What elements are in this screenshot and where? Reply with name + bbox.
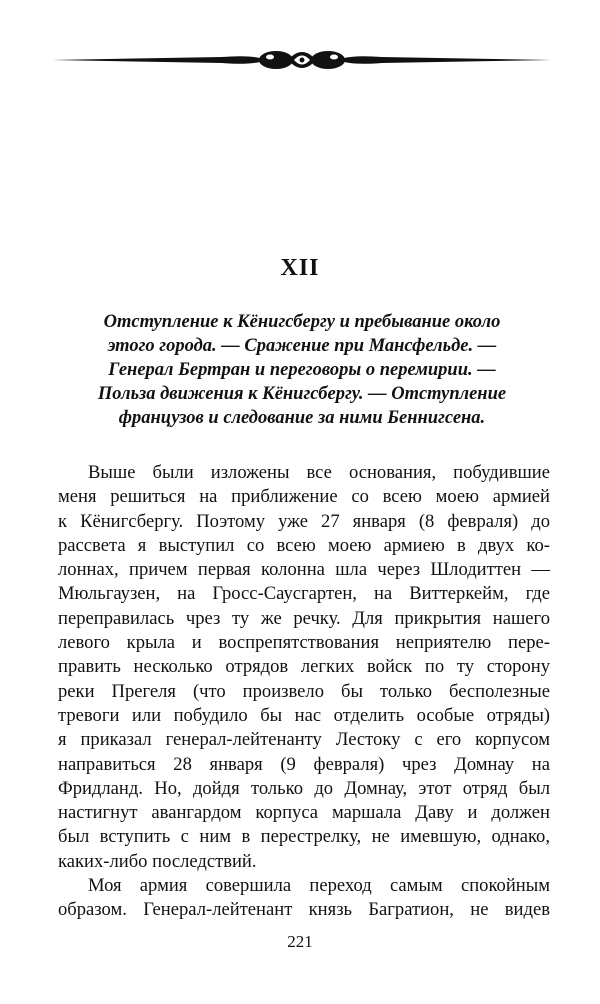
text-line: Фридланд. Но, дойдя только до Домнау, этот отряд был [58,777,550,799]
chapter-number: XII [280,255,320,281]
text-line: каких-либо последствий. [58,850,257,872]
text-line: лоннах, причем первая колонна шла через Шлодиттен — [58,559,550,581]
text-line: я приказал генерал-лейтенанту Лестоку с его корпусом [58,729,550,751]
text-line: был вступить с ним в перестрелку, не имевшую, однако, [58,826,550,848]
text-line: Моя армия совершила переход самым спокойным [88,875,550,897]
body-text [58,461,550,923]
summary-line: французов и следование за ними Беннигсена. [118,408,486,428]
chapter-summary [60,310,544,430]
text-line: переправилась чрез ту же речку. Для прикрытия нашего [58,607,550,629]
text-line: тревоги или побудило бы нас отделить особые отряды) [58,704,550,726]
summary-line: Генерал Бертран и переговоры о перемирии. — [108,360,496,380]
ornamental-header-rule [52,42,552,78]
summary-line: Польза движения к Кёнигсбергу. — Отступление [97,384,507,404]
text-line: настигнут авангардом корпуса маршала Даву и должен [58,802,550,824]
paragraph [58,461,550,874]
text-line: править несколько отрядов легких войск по ту сторону [58,656,550,678]
text-line: левого крыла и воспрепятствования неприятелю пере- [58,632,550,654]
text-line: направиться 28 января (9 февраля) чрез Домнау на [58,753,550,775]
text-line: меня решиться на приближение со всею моею армией [58,486,550,508]
text-line: реки Прегеля (что произвело бы только бесполезные [58,680,550,702]
summary-line: Отступление к Кёнигсбергу и пребывание около [103,312,501,332]
page-number: 221 [287,932,313,951]
summary-line: этого города. — Сражение при Мансфельде. — [107,336,497,356]
text-line: Мюльгаузен, на Гросс-Саусгартен, на Виттеркейм, где [58,583,550,605]
text-line: Выше были изложены все основания, побудившие [88,462,550,483]
text-line: рассвета я выступил со всею моею армиею в двух ко- [58,534,550,556]
text-line: образом. Генерал-лейтенант князь Багратион, не видев [58,899,550,921]
paragraph [58,874,550,923]
text-line: к Кёнигсбергу. Поэтому уже 27 января (8 февраля) до [58,510,550,532]
